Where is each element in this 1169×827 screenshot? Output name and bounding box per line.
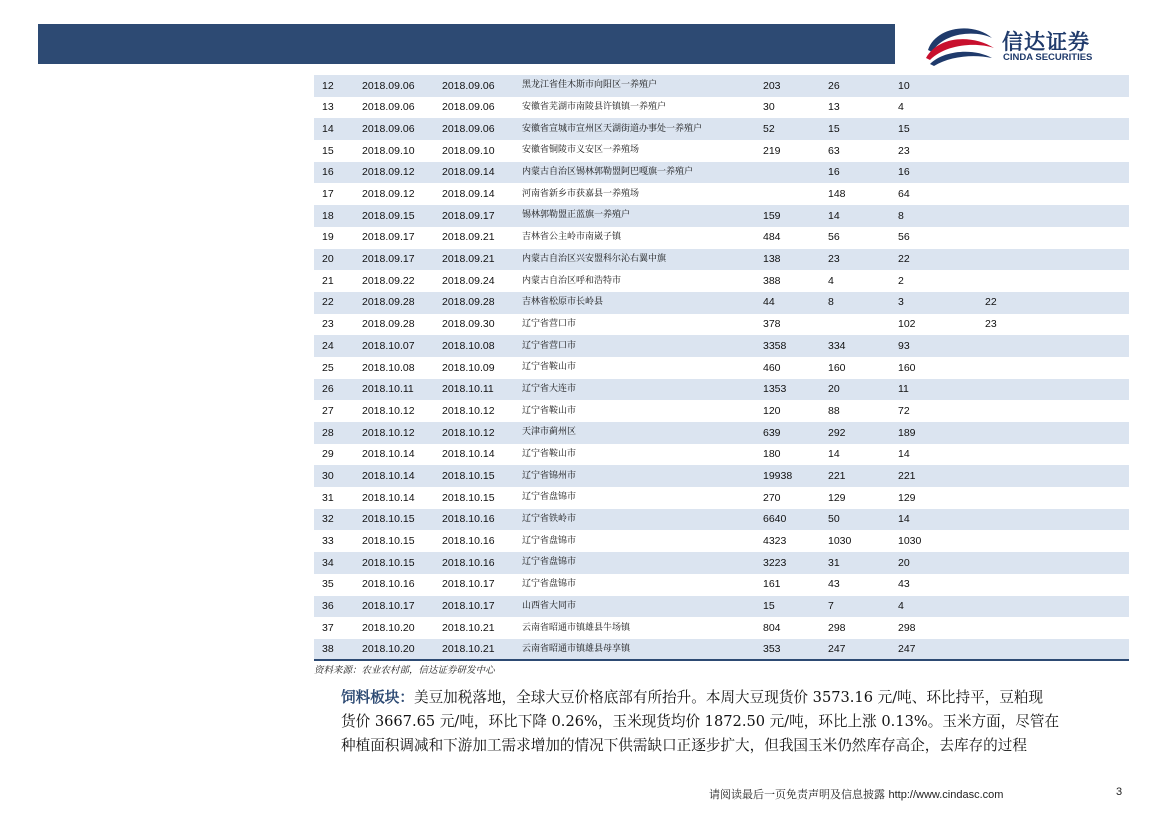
table-cell: 161 (763, 578, 781, 591)
paragraph-line-3: 种植面积调减和下游加工需求增加的情况下供需缺口正逐步扩大，但我国玉米仍然库存高企，去库存的过程 (341, 737, 1027, 754)
table-cell: 2018.09.22 (362, 274, 415, 287)
table-cell: 辽宁省盘锦市 (522, 535, 577, 546)
table-cell (1054, 444, 1129, 466)
table-cell (1054, 639, 1129, 661)
table-cell: 13 (322, 101, 334, 114)
table-cell (985, 357, 1054, 379)
table-cell (1054, 422, 1129, 444)
table-cell: 2018.10.12 (362, 422, 442, 444)
table-cell: 2018.10.14 (362, 491, 415, 504)
table-cell (985, 617, 1054, 639)
table-cell: 334 (828, 335, 898, 357)
table-row (314, 292, 1129, 314)
table-cell: 2018.09.12 (362, 162, 442, 184)
table-cell: 14 (898, 448, 910, 461)
table-cell: 138 (763, 249, 828, 271)
table-cell: 1030 (898, 535, 922, 548)
table-cell: 484 (763, 231, 781, 244)
table-cell: 21 (322, 274, 334, 287)
feed-sector-paragraph (341, 686, 1129, 758)
table-cell (985, 400, 1054, 422)
table-cell: 34 (314, 552, 362, 574)
table-cell (1054, 205, 1129, 227)
table-cell: 64 (898, 188, 910, 201)
table-cell: 2018.10.16 (442, 552, 522, 574)
table-cell: 2018.10.16 (442, 509, 522, 531)
table-cell: 160 (898, 361, 916, 374)
table-cell: 22 (314, 292, 362, 314)
table-cell: 14 (898, 509, 985, 531)
table-cell: 38 (314, 639, 362, 661)
table-cell: 31 (322, 491, 334, 504)
table-cell: 8 (898, 205, 985, 227)
table-cell: 203 (763, 75, 828, 97)
table-cell: 22 (898, 249, 985, 271)
table-cell: 2018.10.15 (362, 509, 442, 531)
table-cell: 2018.09.28 (362, 318, 415, 331)
table-cell (985, 639, 1054, 661)
table-cell: 2018.09.17 (362, 249, 442, 271)
table-row (314, 75, 1129, 97)
table-cell (1054, 530, 1129, 552)
table-cell (1054, 552, 1129, 574)
table-cell: 804 (763, 621, 781, 634)
table-cell (1054, 162, 1129, 184)
table-cell: 2018.10.16 (442, 535, 495, 548)
table-cell: 120 (763, 404, 781, 417)
table-cell (985, 162, 1054, 184)
table-cell: 378 (763, 318, 781, 331)
table-cell: 23 (985, 318, 997, 331)
table-body (314, 75, 1129, 661)
table-cell (985, 270, 1054, 292)
table-row (314, 97, 1129, 119)
table-cell: 14 (828, 448, 840, 461)
table-cell (1054, 617, 1129, 639)
table-cell (985, 509, 1054, 531)
table-cell: 1353 (763, 379, 828, 401)
table-cell: 安徽省铜陵市义安区一养殖场 (522, 145, 640, 156)
table-cell: 4 (898, 101, 904, 114)
logo-chinese-name: 信达证券 (1002, 30, 1090, 54)
table-row (314, 140, 1129, 162)
table-cell (985, 465, 1054, 487)
table-cell (763, 183, 828, 205)
table-cell: 37 (322, 621, 334, 634)
logo-english-name: CINDA SECURITIES (1003, 52, 1093, 63)
table-cell: 18 (314, 205, 362, 227)
table-row (314, 487, 1129, 509)
table-cell: 山西省大同市 (522, 596, 763, 618)
table-cell (985, 530, 1054, 552)
table-cell: 2018.10.14 (442, 448, 495, 461)
table-cell: 2018.10.17 (442, 596, 522, 618)
table-cell: 50 (828, 509, 898, 531)
table-cell: 3358 (763, 335, 828, 357)
table-cell (763, 162, 828, 184)
table-cell: 2018.09.15 (362, 205, 442, 227)
table-cell: 32 (314, 509, 362, 531)
table-cell: 23 (828, 249, 898, 271)
footer-disclaimer (709, 786, 1003, 802)
table-cell: 2018.10.11 (442, 379, 522, 401)
table-cell: 63 (828, 144, 840, 157)
table-row (314, 639, 1129, 661)
table-cell: 16 (898, 162, 985, 184)
cinda-logo-mark-icon (922, 20, 996, 70)
table-cell (985, 444, 1054, 466)
table-cell: 2018.09.14 (442, 162, 522, 184)
table-cell (1054, 379, 1129, 401)
table-cell: 24 (314, 335, 362, 357)
table-cell (1054, 75, 1129, 97)
table-cell: 14 (314, 118, 362, 140)
paragraph-line-2: 货价 3667.65 元/吨，环比下降 0.26%，玉米现货均价 1872.50 元/吨，环比上涨 0.13%。玉米方面，尽管在 (341, 713, 1060, 730)
table-cell: 2018.09.06 (362, 118, 442, 140)
table-cell: 辽宁省铁岭市 (522, 509, 763, 531)
table-cell: 298 (828, 621, 846, 634)
table-cell: 13 (828, 101, 840, 114)
table-row (314, 335, 1129, 357)
table-cell: 160 (828, 361, 846, 374)
table-cell: 安徽省宣城市宣州区天湖街道办事处一养殖户 (522, 118, 763, 140)
table-cell: 内蒙古自治区兴安盟科尔沁右翼中旗 (522, 249, 763, 271)
table-cell: 56 (898, 231, 910, 244)
table-row (314, 530, 1129, 552)
table-cell: 2018.10.07 (362, 335, 442, 357)
table-cell: 44 (763, 292, 828, 314)
table-cell: 189 (898, 422, 985, 444)
table-cell: 辽宁省大连市 (522, 379, 763, 401)
header-bar (38, 24, 895, 64)
table-row (314, 357, 1129, 379)
table-cell: 辽宁省营口市 (522, 335, 763, 357)
table-cell (1054, 140, 1129, 162)
table-cell: 10 (898, 75, 985, 97)
table-cell: 15 (763, 596, 828, 618)
table-cell: 7 (828, 596, 898, 618)
table-row (314, 444, 1129, 466)
table-cell: 20 (828, 379, 898, 401)
table-cell: 4 (898, 596, 985, 618)
table-cell: 31 (828, 552, 898, 574)
table-cell: 159 (763, 205, 828, 227)
table-cell (985, 75, 1054, 97)
table-cell: 2018.10.11 (362, 379, 442, 401)
paragraph-lead: 饲料板块： (341, 689, 414, 706)
table-cell: 2018.09.06 (442, 101, 495, 114)
table-cell: 2018.10.20 (362, 621, 415, 634)
table-cell: 内蒙古自治区呼和浩特市 (522, 275, 622, 286)
table-cell: 3223 (763, 552, 828, 574)
table-cell: 16 (314, 162, 362, 184)
table-cell: 2018.09.17 (362, 231, 415, 244)
table-cell: 2018.10.14 (362, 465, 442, 487)
table-cell: 1030 (828, 535, 852, 548)
table-cell (985, 118, 1054, 140)
table-cell (1054, 249, 1129, 271)
table-cell: 353 (763, 639, 828, 661)
table-cell: 吉林省公主岭市南崴子镇 (522, 232, 622, 243)
table-cell: 2018.10.17 (442, 578, 495, 591)
table-row (314, 227, 1129, 249)
table-cell (985, 183, 1054, 205)
table-cell: 2018.10.15 (442, 491, 495, 504)
table-cell: 2018.09.30 (442, 318, 495, 331)
table-cell (1054, 118, 1129, 140)
table-cell: 2018.10.08 (442, 335, 522, 357)
table-row (314, 552, 1129, 574)
table-cell: 2018.09.14 (442, 188, 495, 201)
paragraph-line-1: 美豆加税落地，全球大豆价格底部有所抬升。本周大豆现货价 3573.16 元/吨、环比持平，豆粕现 (413, 689, 1044, 706)
table-cell: 2018.10.21 (442, 621, 495, 634)
table-cell: 247 (828, 639, 898, 661)
table-cell: 2018.09.21 (442, 231, 495, 244)
table-cell: 2018.10.12 (362, 404, 415, 417)
table-cell: 298 (898, 621, 916, 634)
table-row (314, 205, 1129, 227)
table-cell: 219 (763, 144, 781, 157)
table-cell: 15 (828, 118, 898, 140)
table-cell: 2018.10.08 (362, 361, 415, 374)
table-cell (985, 552, 1054, 574)
table-cell: 15 (898, 118, 985, 140)
table-row (314, 422, 1129, 444)
table-cell: 27 (322, 404, 334, 417)
table-row (314, 400, 1129, 422)
table-cell: 2018.10.20 (362, 639, 442, 661)
table-cell: 16 (828, 162, 898, 184)
table-cell (1054, 227, 1129, 249)
table-cell: 129 (828, 491, 846, 504)
table-cell: 221 (898, 465, 985, 487)
table-cell (985, 97, 1054, 119)
table-cell (985, 487, 1054, 509)
table-cell: 2018.09.28 (442, 292, 522, 314)
table-cell: 30 (314, 465, 362, 487)
table-cell: 云南省昭通市镇雄县牛场镇 (522, 622, 631, 633)
table-cell: 17 (322, 188, 334, 201)
footer-url-link[interactable]: http://www.cindasc.com (888, 789, 1004, 801)
table-cell: 吉林省松原市长岭县 (522, 292, 763, 314)
table-cell: 2018.10.12 (442, 422, 522, 444)
table-row (314, 379, 1129, 401)
table-cell: 锡林郭勒盟正蓝旗一养殖户 (522, 205, 763, 227)
table-row (314, 183, 1129, 205)
table-cell: 黑龙江省佳木斯市向阳区一养殖户 (522, 75, 763, 97)
data-table (314, 75, 1129, 661)
table-cell: 2018.10.15 (442, 465, 522, 487)
table-cell (1054, 97, 1129, 119)
table-row (314, 314, 1129, 336)
table-cell: 2018.10.17 (362, 596, 442, 618)
table-cell: 52 (763, 118, 828, 140)
table-cell (985, 574, 1054, 596)
table-cell: 36 (314, 596, 362, 618)
table-cell: 6640 (763, 509, 828, 531)
table-cell (985, 140, 1054, 162)
table-cell: 2018.10.15 (362, 552, 442, 574)
table-cell: 辽宁省营口市 (522, 318, 577, 329)
table-cell: 292 (828, 422, 898, 444)
table-cell: 2018.09.06 (362, 75, 442, 97)
table-cell (1054, 574, 1129, 596)
source-note: 资料来源：农业农村部，信达证券研发中心 (314, 665, 495, 676)
table-cell: 辽宁省盘锦市 (522, 492, 577, 503)
table-cell: 2018.10.09 (442, 361, 495, 374)
footer-note-text: 请阅读最后一页免责声明及信息披露 (709, 788, 885, 801)
table-cell: 388 (763, 274, 781, 287)
table-cell: 2 (898, 274, 904, 287)
table-cell: 2018.09.21 (442, 249, 522, 271)
table-row (314, 162, 1129, 184)
table-cell: 23 (898, 144, 910, 157)
table-cell: 2018.10.15 (362, 535, 415, 548)
table-cell: 26 (828, 75, 898, 97)
table-cell: 88 (828, 404, 840, 417)
table-cell: 460 (763, 361, 781, 374)
table-cell (1054, 314, 1129, 336)
table-cell (985, 249, 1054, 271)
table-cell (828, 314, 898, 336)
table-row (314, 596, 1129, 618)
table-cell: 102 (898, 318, 916, 331)
table-cell: 28 (314, 422, 362, 444)
table-cell (1054, 400, 1129, 422)
table-cell: 639 (763, 422, 828, 444)
table-cell: 2018.09.10 (362, 144, 415, 157)
table-cell (1054, 357, 1129, 379)
table-bottom-rule (314, 659, 1129, 661)
table-cell: 2018.09.12 (362, 188, 415, 201)
table-cell (985, 227, 1054, 249)
table-cell: 93 (898, 335, 985, 357)
table-cell (985, 205, 1054, 227)
table-cell: 河南省新乡市获嘉县一养殖场 (522, 188, 640, 199)
table-cell: 辽宁省鞍山市 (522, 449, 577, 460)
table-cell: 15 (322, 144, 334, 157)
table-cell: 2018.09.06 (362, 101, 415, 114)
table-cell: 14 (828, 205, 898, 227)
table-cell: 辽宁省鞍山市 (522, 405, 577, 416)
table-cell: 云南省昭通市镇雄县母享镇 (522, 639, 763, 661)
table-cell (985, 335, 1054, 357)
table-cell: 23 (322, 318, 334, 331)
table-cell (1054, 292, 1129, 314)
table-cell (1054, 465, 1129, 487)
table-cell: 天津市蓟州区 (522, 422, 763, 444)
table-cell: 221 (828, 465, 898, 487)
table-cell: 2018.10.16 (362, 578, 415, 591)
table-cell: 12 (314, 75, 362, 97)
table-row (314, 509, 1129, 531)
table-cell: 辽宁省盘锦市 (522, 552, 763, 574)
table-row (314, 465, 1129, 487)
table-cell (985, 422, 1054, 444)
table-cell (1054, 270, 1129, 292)
table-cell: 270 (763, 491, 781, 504)
table-row (314, 270, 1129, 292)
table-cell: 2018.09.06 (442, 75, 522, 97)
table-cell: 内蒙古自治区锡林郭勒盟阿巴嘎旗一养殖户 (522, 162, 763, 184)
table-cell: 25 (322, 361, 334, 374)
table-cell: 辽宁省鞍山市 (522, 362, 577, 373)
table-cell: 43 (828, 578, 840, 591)
table-cell: 2018.09.24 (442, 274, 495, 287)
table-cell (1054, 183, 1129, 205)
table-cell (1054, 596, 1129, 618)
table-cell: 22 (985, 292, 1054, 314)
table-cell: 33 (322, 535, 334, 548)
table-cell: 26 (314, 379, 362, 401)
table-cell: 56 (828, 231, 840, 244)
table-cell: 247 (898, 639, 985, 661)
table-cell: 辽宁省盘锦市 (522, 579, 577, 590)
table-cell (1054, 335, 1129, 357)
table-cell: 29 (322, 448, 334, 461)
table-cell (985, 596, 1054, 618)
table-cell: 4 (828, 274, 834, 287)
table-cell: 43 (898, 578, 910, 591)
table-cell: 4323 (763, 535, 787, 548)
table-cell: 2018.09.17 (442, 205, 522, 227)
table-cell: 30 (763, 101, 775, 114)
table-cell: 11 (898, 379, 985, 401)
table-cell: 2018.10.12 (442, 404, 495, 417)
table-cell: 辽宁省锦州市 (522, 465, 763, 487)
table-cell (1054, 509, 1129, 531)
table-cell: 20 (314, 249, 362, 271)
table-cell: 19938 (763, 465, 828, 487)
table-cell: 3 (898, 292, 985, 314)
table-cell: 8 (828, 292, 898, 314)
table-row (314, 249, 1129, 271)
table-cell: 安徽省芜湖市南陵县许镇镇一养殖户 (522, 102, 667, 113)
table-cell: 2018.09.28 (362, 292, 442, 314)
table-cell (1054, 487, 1129, 509)
table-cell: 2018.09.10 (442, 144, 495, 157)
table-row (314, 118, 1129, 140)
table-row (314, 617, 1129, 639)
table-cell: 35 (322, 578, 334, 591)
table-cell: 72 (898, 404, 910, 417)
table-cell: 148 (828, 188, 846, 201)
table-cell: 2018.10.14 (362, 448, 415, 461)
table-cell: 19 (322, 231, 334, 244)
table-cell: 2018.10.21 (442, 639, 522, 661)
table-cell: 2018.09.06 (442, 118, 522, 140)
table-cell: 129 (898, 491, 916, 504)
page-number: 3 (1116, 786, 1123, 798)
table-cell: 180 (763, 448, 781, 461)
cinda-logo (922, 20, 1132, 70)
table-row (314, 574, 1129, 596)
table-cell (985, 379, 1054, 401)
table-cell: 20 (898, 552, 985, 574)
